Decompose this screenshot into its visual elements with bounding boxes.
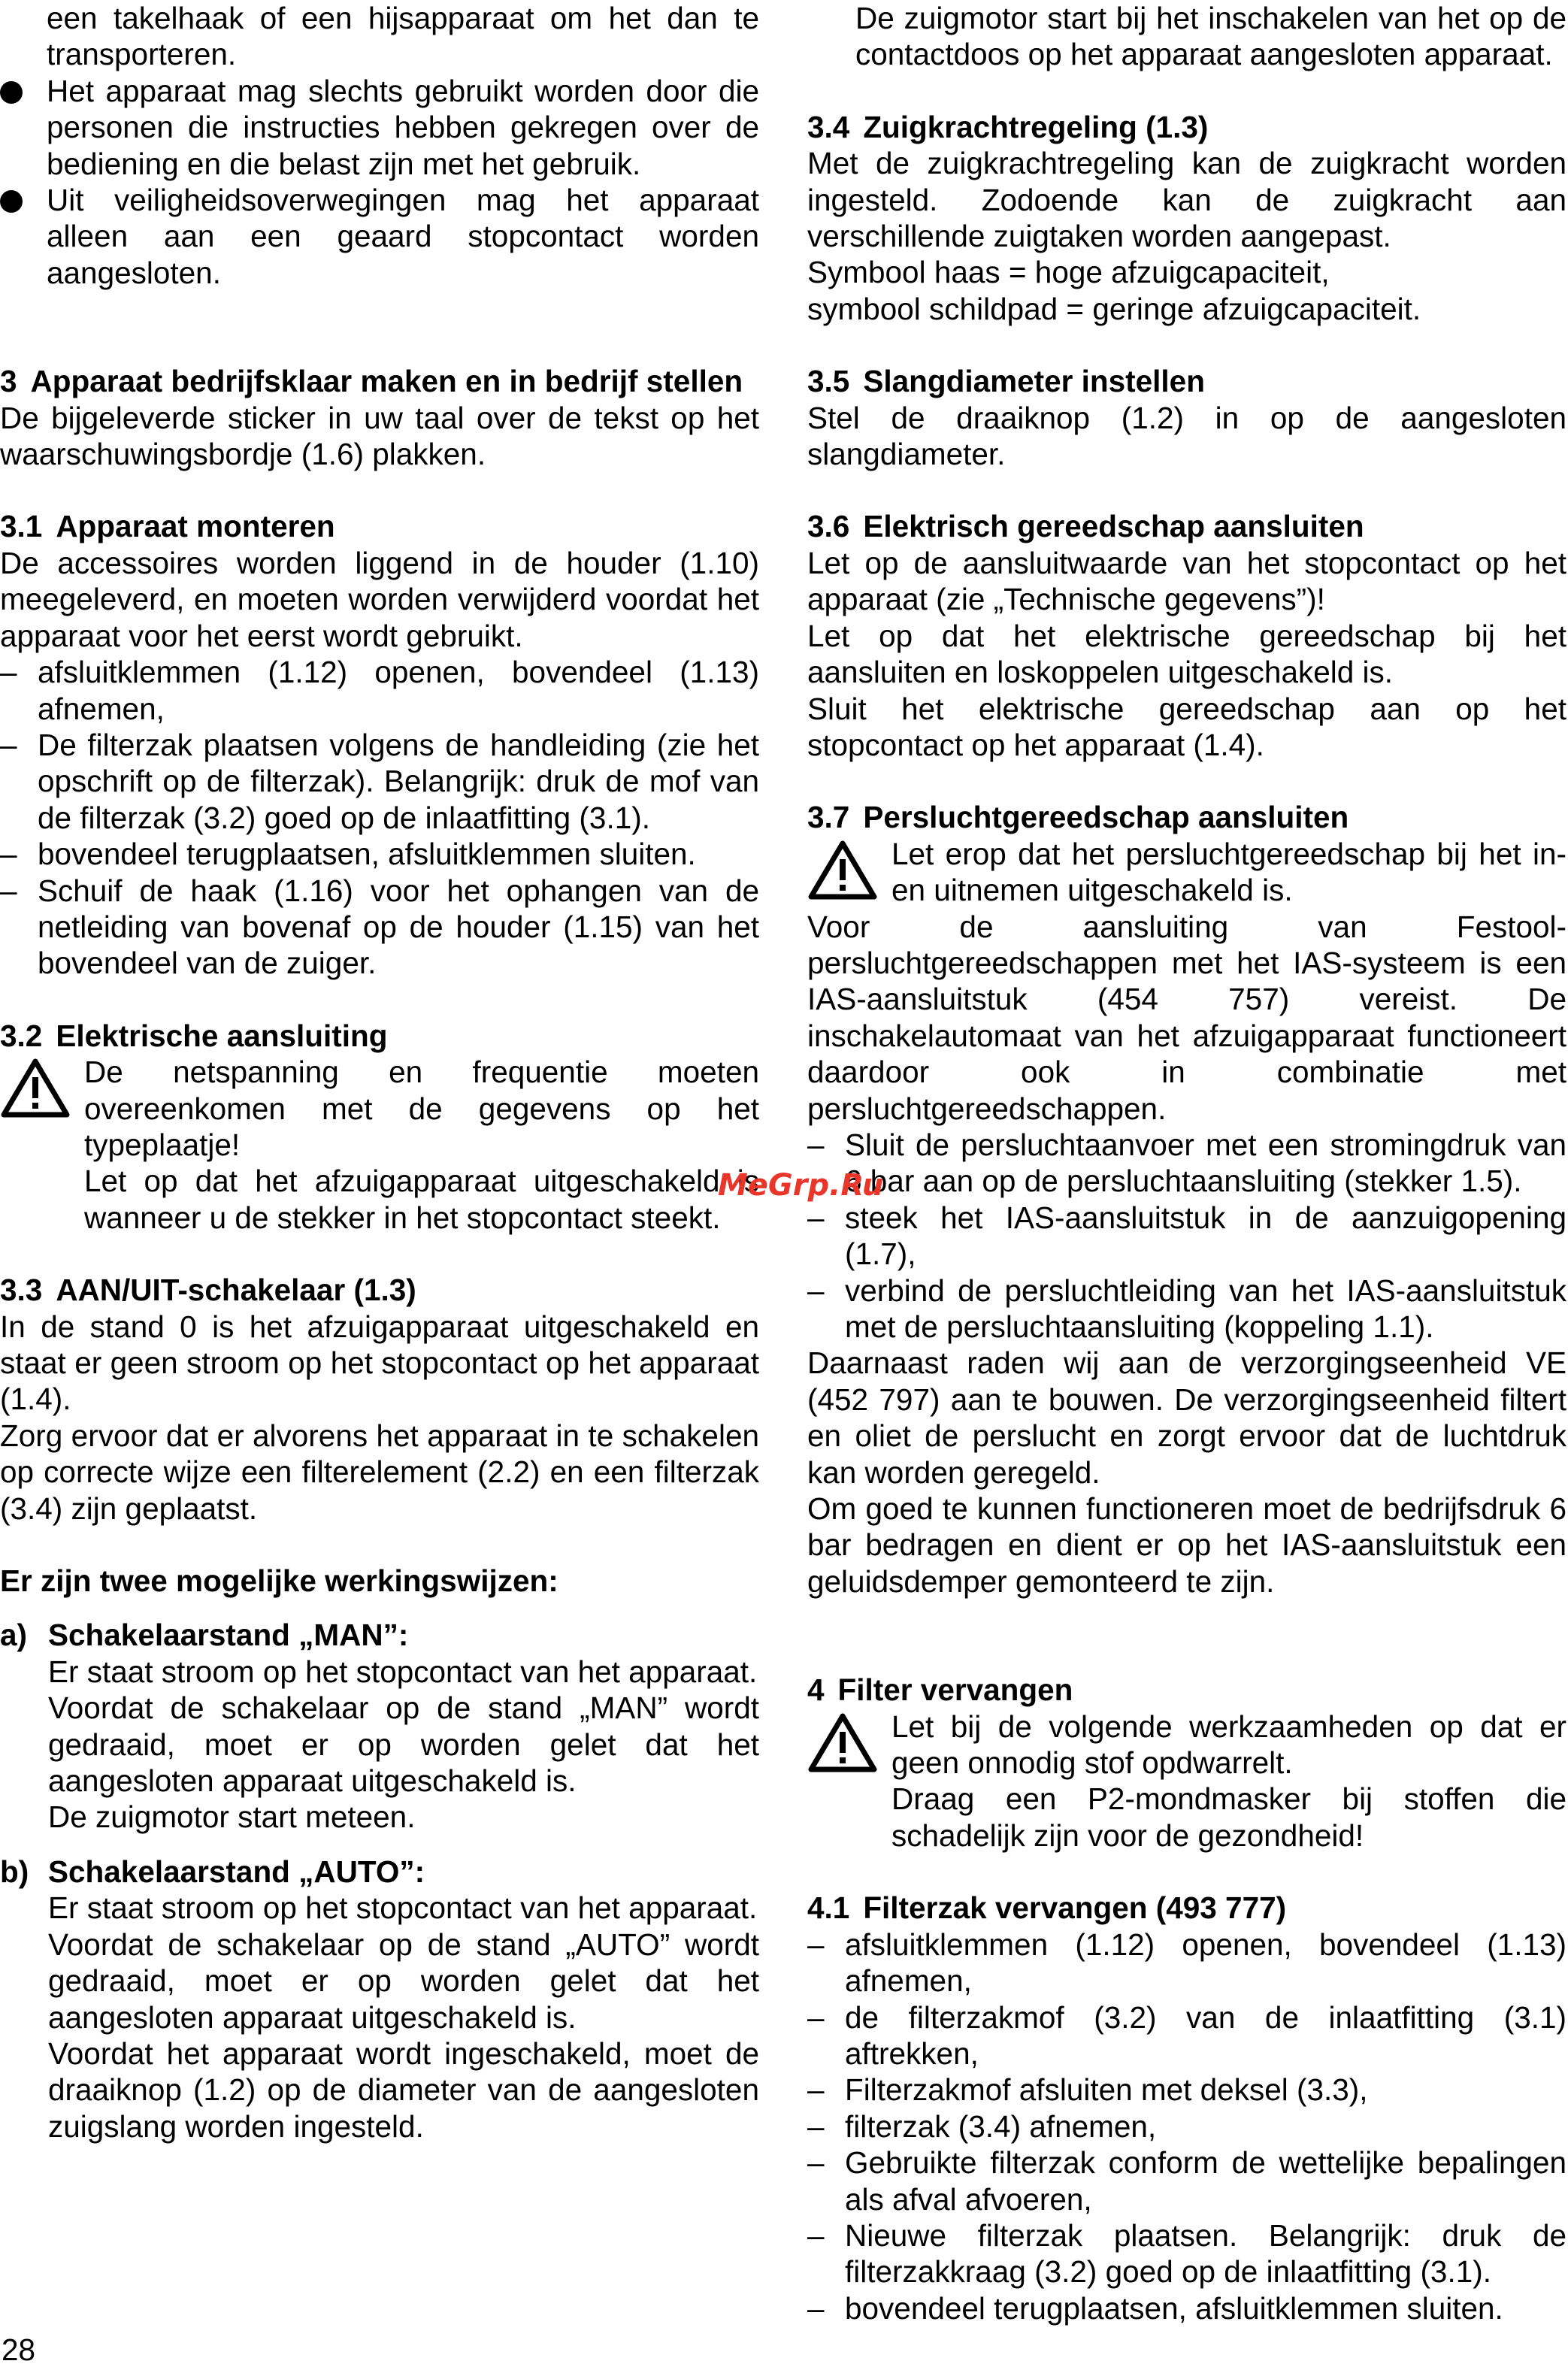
warning-triangle-icon bbox=[807, 1712, 878, 1773]
list-item: – bovendeel terugplaatsen, afsluitklemmen sluiten. bbox=[807, 2290, 1503, 2326]
warning-block: Let erop dat het persluchtgereedschap bij het in- en uitnemen uitgeschakeld is. bbox=[807, 836, 1566, 909]
watermark: MeGrp.Ru bbox=[718, 1168, 884, 1203]
right-column: De zuigmotor start bij het inschakelen van het op de contactdoos op het apparaat aangesloten apparaat. 3.4 Zuigkrachtregeling (1.3) Met de zuigkrachtregeling kan de zuigkracht worden ingesteld. Zodoende kan de zuigkracht aan verschillende zuigtaken worden aangepast. Symbool haas = hoge afzuigcapaciteit, symbool schildpad = geringe afzuigcapaciteit. 3.5 Slangdiameter instellen Stel de draaiknop (1.2) in op de aangesloten slangdiameter. 3.6 Elektrisch gereedschap aansluiten Let op de aansluitwaarde van het stopcontact op het apparaat (zie „Technische gegevens”)! Let op dat het elektrische gereedschap bij het aansluiten en loskoppelen uitgeschakeld is. Sluit het elektrische gereedschap aan op het stopcontact op het apparaat (1.4). 3.7 Persluchtgereedschap aansluiten Let erop dat het persluchtgereedschap bij het in- en uitnemen uitgeschakeld is. Voor de aansluiting van Festool-persluchtgereedschappen met het IAS-systeem is een IAS-aansluitstuk (454 757) vereist. De inschakelautomaat van het afzuigapparaat functioneert daardoor ook in combinatie met persluchtgereedschappen. – Sluit de persluchtaanvoer met een stromingdruk van 6 bar aan op de persluchtaansluiting (stekker 1.5). – steek het IAS-aansluitstuk in de aanzuigopening (1.7), – verbind de persluchtleiding van het IAS-aansluitstuk met de persluchtaansluiting (koppeling 1.1). Daarnaast raden wij aan de verzorgingseenheid VE (452 797) aan te bouwen. De verzorgingseenheid filtert en oliet de perslucht en zorgt ervoor dat de luchtdruk kan worden geregeld. Om goed te kunnen functioneren moet de bedrijfsdruk 6 bar bedragen en dient er op het IAS-aansluitstuk een geluidsdemper gemonteerd te zijn. 4 Filter vervangen Let bij de volgende werkzaamheden op dat er geen onnodig stof opdwarrelt. Draag een P2-mondmasker bij stoffen die schadelijk zijn voor de gezondheid! 4.1 Filterzak vervangen (493 777) – afsluitklemmen (1.12) openen, bovendeel (1.13) afnemen, – de filterzakmof (3.2) van de inlaatfitting (3.1) aftrekken, – Filterzakmof afsluiten met deksel (3.3), – filterzak (3.4) afnemen, – Gebruikte filterzak conform de wettelijke bepalingen als afval afvoeren, – Nieuwe filterzak plaatsen. Belangrijk: druk de filterzakkraag (3.2) goed op de inlaatfitting (3.1). – bovendeel terugplaatsen, afsluitklemmen sluiten. bbox=[807, 1, 1566, 2326]
list-item: – de filterzakmof (3.2) van de inlaatfitting (3.1) aftrekken, bbox=[807, 1999, 1566, 2071]
section-3-3-text: In de stand 0 is het afzuigapparaat uitgeschakeld en staat er geen stroom op het stopcontact op het apparaat (1.4). bbox=[0, 1309, 759, 1417]
continuation-text: De zuigmotor start bij het inschakelen van het op de contactdoos op het apparaat aangesloten apparaat. bbox=[855, 1, 1566, 72]
section-3-6-heading: 3.6 Elektrisch gereedschap aansluiten bbox=[807, 509, 1364, 544]
list-item: – Filterzakmof afsluiten met deksel (3.3), bbox=[807, 2072, 1368, 2108]
list-item: – Nieuwe filterzak plaatsen. Belangrijk: druk de filterzakkraag (3.2) goed op de inlaatfitting (3.1). bbox=[807, 2217, 1566, 2290]
section-3-heading: 3 Apparaat bedrijfsklaar maken en in bedrijf stellen bbox=[0, 364, 743, 399]
intro-continuation: een takelhaak of een hijsapparaat om het dan te transporteren. bbox=[47, 1, 759, 72]
left-column bbox=[0, 0, 759, 2144]
page-number: 28 bbox=[2, 2332, 36, 2367]
bullet-icon bbox=[0, 182, 23, 220]
modes-heading: Er zijn twee mogelijke werkingswijzen: bbox=[0, 1563, 558, 1599]
list-item: – afsluitklemmen (1.12) openen, bovendeel (1.13) afnemen, bbox=[0, 655, 759, 726]
list-item: – Sluit de persluchtaanvoer met een stromingdruk van 6 bar aan op de persluchtaansluiting (stekker 1.5). bbox=[807, 1127, 1566, 1199]
list-item: – Schuif de haak (1.16) voor het ophangen van de netleiding van bovenaf op de houder (1.15) van het bovendeel van de zuiger. bbox=[0, 873, 759, 981]
mode-man: a) Schakelaarstand „MAN”: Er staat stroom op het stopcontact van het apparaat. Voordat de schakelaar op de stand „MAN” wordt gedraaid, moet er op worden gelet dat het aangesloten apparaat uitgeschakeld is. De zuigmotor start meteen. bbox=[0, 1618, 759, 1835]
list-item: – steek het IAS-aansluitstuk in de aanzuigopening (1.7), bbox=[807, 1200, 1566, 1272]
section-3-4-heading: 3.4 Zuigkrachtregeling (1.3) bbox=[807, 109, 1209, 144]
list-item: – Gebruikte filterzak conform de wettelijke bepalingen als afval afvoeren, bbox=[807, 2145, 1566, 2217]
section-4-heading: 4 Filter vervangen bbox=[807, 1672, 1073, 1708]
section-3-3-text: Zorg ervoor dat er alvorens het apparaat in te schakelen op correcte wijze een filterelement (2.2) en een filterzak (3.4) zijn geplaatst. bbox=[0, 1418, 759, 1526]
warning-block: De netspanning en frequentie moeten overeenkomen met de gegevens op het typeplaatje! Let op dat het afzuigapparaat uitgeschakeld is wanneer u de stekker in het stopcontact steekt. bbox=[0, 1054, 759, 1236]
warning-triangle-icon bbox=[0, 1057, 71, 1118]
section-4-1-heading: 4.1 Filterzak vervangen (493 777) bbox=[807, 1890, 1287, 1926]
list-item: Uit veiligheidsoverwegingen mag het apparaat alleen aan een geaard stopcontact worden aangesloten. bbox=[0, 182, 759, 291]
bullet-icon bbox=[0, 73, 23, 111]
list-item: – filterzak (3.4) afnemen, bbox=[807, 2108, 1157, 2144]
list-item: – De filterzak plaatsen volgens de handleiding (zie het opschrift op de filterzak). Belangrijk: druk de mof van de filterzak (3.2) goed op de inlaatfitting (3.1). bbox=[0, 727, 759, 835]
list-item: – verbind de persluchtleiding van het IAS-aansluitstuk met de persluchtaansluiting (koppeling 1.1). bbox=[807, 1273, 1566, 1344]
section-3-text: De bijgeleverde sticker in uw taal over de tekst op het waarschuwingsbordje (1.6) plakken. bbox=[0, 400, 759, 472]
section-3-2-heading: 3.2 Elektrische aansluiting bbox=[0, 1018, 388, 1053]
warning-block: Let bij de volgende werkzaamheden op dat er geen onnodig stof opdwarrelt. Draag een P2-mondmasker bij stoffen die schadelijk zijn voor de gezondheid! bbox=[807, 1709, 1566, 1854]
list-item: Het apparaat mag slechts gebruikt worden door die personen die instructies hebben gekregen over de bediening en die belast zijn met het gebruik. bbox=[0, 73, 759, 182]
mode-auto: b) Schakelaarstand „AUTO”: Er staat stroom op het stopcontact van het apparaat. Voordat de schakelaar op de stand „AUTO” wordt gedraaid, moet er op worden gelet dat het aangesloten apparaat uitgeschakeld is. Voordat het apparaat wordt ingeschakeld, moet de draaiknop (1.2) op de diameter van de aangesloten zuigslang worden ingesteld. bbox=[0, 1854, 759, 2144]
section-3-7-heading: 3.7 Persluchtgereedschap aansluiten bbox=[807, 800, 1349, 835]
section-3-5-heading: 3.5 Slangdiameter instellen bbox=[807, 364, 1205, 399]
warning-triangle-icon bbox=[807, 839, 878, 900]
list-item: – afsluitklemmen (1.12) openen, bovendeel (1.13) afnemen, bbox=[807, 1927, 1566, 1999]
list-item: – bovendeel terugplaatsen, afsluitklemmen sluiten. bbox=[0, 837, 696, 872]
section-3-1-text: De accessoires worden liggend in de houder (1.10) meegeleverd, en moeten worden verwijderd voordat het apparaat voor het eerst wordt gebruikt. bbox=[0, 545, 759, 653]
section-3-1-heading: 3.1 Apparaat monteren bbox=[0, 509, 335, 544]
section-3-3-heading: 3.3 AAN/UIT-schakelaar (1.3) bbox=[0, 1273, 416, 1308]
